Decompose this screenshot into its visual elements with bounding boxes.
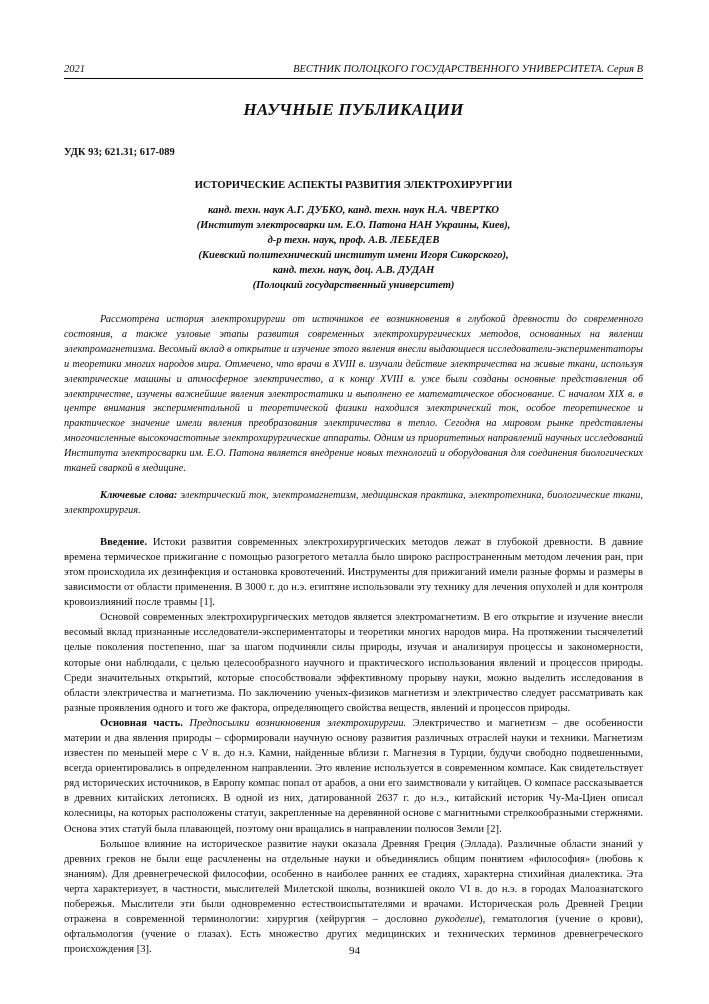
introduction-heading: Введение. — [100, 536, 147, 548]
udk-code: УДК 93; 621.31; 617-089 — [64, 147, 175, 158]
subsection-heading: Предпосылки возникновения электрохирургии. — [182, 717, 407, 729]
affiliation-line: (Полоцкий государственный университет) — [252, 280, 455, 291]
author-block — [64, 203, 643, 293]
affiliation-line: (Институт электросварки им. Е.О. Патона НАН Украины, Киев), — [196, 220, 511, 231]
header-year: 2021 — [64, 64, 85, 75]
main-part-heading: Основная часть. — [100, 717, 183, 729]
paragraph — [64, 837, 643, 958]
paragraph-text: Истоки развития современных электрохирургических методов лежат в глубокой древности. В давние времена термическое прижигание с помощью разогретого металла было широко распространенным методом лечения ран, при этом происходила их дезинфекция и остановка кровотечений. Инструменты для прижиганий имели разные формы и размеры в зависимости от области применения. В 3000 г. до н.э. египтяне использовали эту технику для лечения опухолей и для контроля кровоизлияний после травмы [1]. — [64, 536, 643, 609]
paragraph-text: Электричество и магнетизм – две особенности материи и два явления природы – сформировали научную основу развития различных отраслей науки и техники. Магнетизм известен по меньшей мере с V в. до н.э. Камни, найденные вблизи г. Магнезия в Турции, будучи свободно подвешенными, всегда ориентировались в определенном направлении. Это явление используется в современном компасе. Как свидетельствует ряд исторических источников, в Европу компас попал от арабов, а они его заимствовали у китайцев. О компасе рассказывается в древних китайских летописях. В одной из них, датированной 2637 г. до н.э., китайский историк Чу-Ма-Циен описал колесницы, на которых расположены статуи, закрепленные на деревянной основе с магнитными стрелкообразными стержнями. Основа этих статуй была плавающей, поэтому они вращались в направлении полюсов Земли [2]. — [64, 717, 643, 835]
italic-term: рукоделие — [435, 914, 480, 926]
author-line: д-р техн. наук, проф. А.В. ЛЕБЕДЕВ — [267, 235, 440, 246]
article-body — [64, 535, 643, 958]
section-title: НАУЧНЫЕ ПУБЛИКАЦИИ — [243, 100, 464, 119]
affiliation-line: (Киевский политехнический институт имени Игоря Сикорского), — [198, 250, 509, 261]
author-line: канд. техн. наук, доц. А.В. ДУДАН — [272, 265, 435, 276]
running-header — [64, 64, 643, 79]
keywords-label: Ключевые слова: — [100, 489, 178, 501]
article-title: ИСТОРИЧЕСКИЕ АСПЕКТЫ РАЗВИТИЯ ЭЛЕКТРОХИРУРГИИ — [194, 180, 513, 191]
keywords — [64, 489, 643, 519]
page-number: 94 — [349, 945, 360, 957]
paragraph-text: Большое влияние на историческое развитие науки оказала Древняя Греция (Эллада). Различные области знаний у древних греков не были еще расчленены на отдельные науки и объединялись общим понятием «философия» (любовь к знаниям). Для древнегреческой философии, особенно в наиболее ранних ее стадиях, характерна стихийная диалектика. Эта черта характеризует, в частности, мыслителей Милетской школы, возникшей около VI в. до н.э. в городах Малоазиатского побережья. Мыслители эти были одновременно естествоиспытателями и врачами. Историческая роль Древней Греции отражена в современной терминологии: хирургия (хейрургия – дословно — [64, 838, 643, 926]
keywords-text: электрический ток, электромагнетизм, медицинская практика, электротехника, биологические ткани, электрохирургия. — [64, 489, 643, 516]
paragraph-text: ), гематология (учение о крови), офтальмология (учение о глазах). Есть множество других медицинских и технических терминов древнегреческого происхождения [3]. — [64, 914, 643, 956]
page — [64, 64, 643, 957]
header-journal: ВЕСТНИК ПОЛОЦКОГО ГОСУДАРСТВЕННОГО УНИВЕРСИТЕТА. Серия В — [293, 64, 643, 75]
paragraph: Основой современных электрохирургических методов является электромагнетизм. В его открытие и изучение внесли весомый вклад признанные исследователи-экспериментаторы и теоретики многих народов мира. На протяжении тысячелетий целые поколения постепенно, шаг за шагом подчиняли силы природы, изучая и анализируя процессы и закономерности, которые они наблюдали, с целью целесообразного научного и практического использования явлений и процессов природы. Среди значительных открытий, которые способствовали эффективному прорыву науки, можно выделить исследования в области электричества и магнетизма. По заключению ученых-физиков магнетизм и электричество следует рассматривать как разные проявления одного и того же фактора, определяющего свойства веществ, явлений и процессов природы. — [64, 612, 643, 714]
paragraph-introduction — [64, 535, 643, 610]
paragraph-main-part — [64, 716, 643, 837]
abstract: Рассмотрена история электрохирургии от источников ее возникновения в глубокой древности до современного состояния, а также узловые этапы развития современных электрохирургических методов, основанных на явлении электромагнетизма. Весомый вклад в открытие и изучение этого явления внесли выдающиеся исследователи-экспериментаторы и теоретики многих народов мира. Отмечено, что врачи в XVIII в. изучали действие электричества на живые ткани, используя электрические машины и атмосферное электричество, а к концу XVIII в. уже были созданы основные представления об электричестве, изучены важнейшие явления электростатики и выполнено ее математическое обоснование. С началом XIX в. в центре внимания экспериментальной и теоретической физики находился электрический ток, особое теоретическое и практическое значение имели явления преобразования электричества в тепло. Сегодня на мировом рынке представлены многочисленные высокочастотные электрохирургические аппараты. Одним из приоритетных направлений научных исследований Института электросварки им. Е.О. Патона является внедрение новых технологий и оборудования для соединения биологических тканей сваркой в медицине. — [64, 314, 643, 475]
author-line: канд. техн. наук А.Г. ДУБКО, канд. техн. наук Н.А. ЧВЕРТКО — [207, 205, 500, 216]
